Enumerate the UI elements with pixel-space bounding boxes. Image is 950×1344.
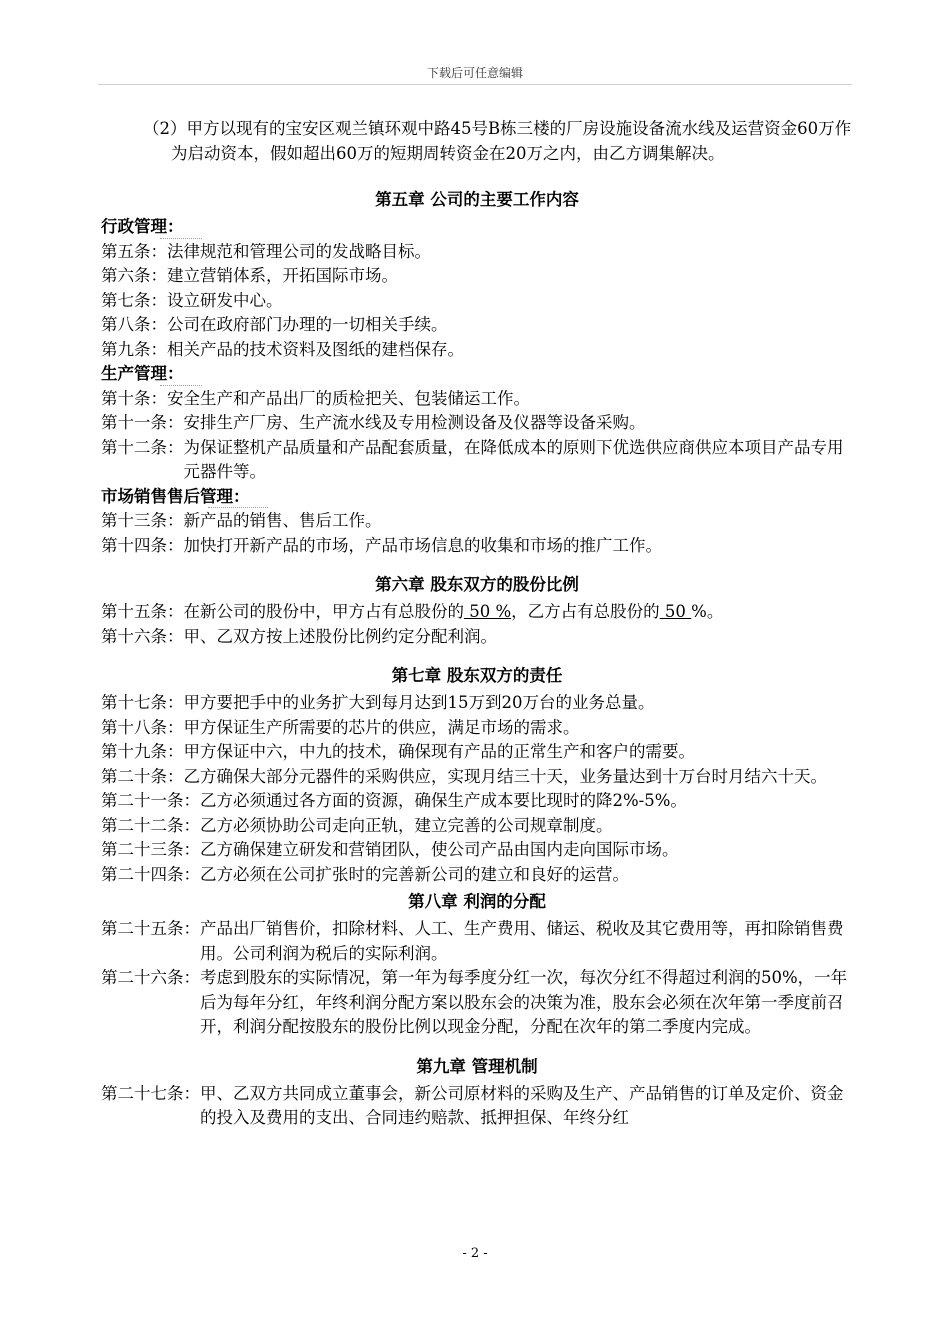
share-party-b-value: 50: [659, 602, 692, 621]
article-9: [101, 338, 853, 363]
article-number: 第十五条：: [101, 602, 184, 621]
article-text: 乙方必须在公司扩张时的完善新公司的建立和良好的运营。: [200, 864, 629, 884]
article-number: 第二十四条：: [101, 864, 200, 884]
section-admin-heading: 行政管理：: [101, 215, 184, 240]
article-13: [101, 509, 853, 534]
article-text: 设立研发中心。: [167, 290, 283, 310]
article-number: 第二十六条：: [101, 968, 200, 987]
article-text: 乙方必须通过各方面的资源，确保生产成本要比现时的降2%-5%。: [200, 791, 687, 810]
section-production-heading: 生产管理：: [101, 362, 184, 387]
article-number: 第二十五条：: [101, 919, 200, 938]
chapter-7-title: 第七章 股东双方的责任: [391, 666, 563, 685]
chapter-9-title: 第九章 管理机制: [416, 1056, 538, 1076]
article-number: 第十一条：: [101, 413, 184, 432]
article-number: 第十八条：: [101, 717, 184, 737]
article-number: 第十四条：: [101, 535, 184, 555]
article-11: [101, 411, 853, 436]
article-text: 法律规范和管理公司的发战略目标。: [167, 241, 431, 261]
header-rule: [98, 84, 852, 85]
article-text: 安全生产和产品出厂的质检把关、包装储运工作。: [167, 388, 530, 408]
page-header: 下载后可任意编辑: [426, 66, 523, 80]
article-text: 甲方保证生产所需要的芯片的供应，满足市场的需求。: [183, 717, 580, 737]
article-number: 第十三条：: [101, 511, 184, 530]
article-20: [101, 765, 853, 790]
article-text: 甲、乙双方按上述股份比例约定分配利润。: [183, 626, 497, 646]
article-text: 新产品的销售、售后工作。: [183, 511, 382, 530]
article-text: 为保证整机产品质量和产品配套质量，在降低成本的原则下优选供应商供应本项目产品专用元器件等。: [183, 437, 844, 481]
article-text-part: ，乙方占有总股份的: [511, 602, 660, 621]
article-17: [101, 691, 853, 716]
article-27: [101, 1082, 853, 1131]
article-6: [101, 264, 853, 289]
article-text: 甲方保证中六，中九的技术，确保现有产品的正常生产和客户的需要。: [183, 742, 695, 761]
article-text: 公司在政府部门办理的一切相关手续。: [167, 315, 448, 334]
article-text-part: 在新公司的股份中，甲方占有总股份的: [183, 602, 464, 621]
article-text: 甲方要把手中的业务扩大到每月达到15万到20万台的业务总量。: [183, 693, 655, 712]
article-number: 第二十三条：: [101, 840, 200, 859]
article-text: 乙方确保建立研发和营销团队，使公司产品由国内走向国际市场。: [200, 840, 679, 859]
page-number: - 2 -: [462, 1246, 488, 1261]
chapter-8-title: 第八章 利润的分配: [408, 892, 546, 911]
article-23: [101, 838, 853, 863]
article-14: [101, 534, 853, 559]
article-text: 考虑到股东的实际情况，第一年为每季度分红一次，每次分红不得超过利润的50%，一年后为每年分红，年终利润分配方案以股东会的决策为准，股东会必须在次年第一季度前召开，利润分配按股东的股份比例以现金分配，分配在次年的第二季度内完成。: [200, 968, 848, 1036]
article-26: [101, 966, 853, 1040]
article-number: 第十六条：: [101, 626, 184, 646]
article-22: [101, 814, 853, 839]
article-text: 乙方必须协助公司走向正轨，建立完善的公司规章制度。: [200, 815, 613, 835]
article-number: 第十七条：: [101, 693, 184, 712]
article-15: [101, 600, 853, 625]
article-text: 安排生产厂房、生产流水线及专用检测设备及仪器等设备采购。: [183, 413, 646, 432]
intro-paragraph: （2）甲方以现有的宝安区观兰镇环观中路45号B栋三楼的厂房设施设备流水线及运营资金60万作为启动资本，假如超出60万的短期周转资金在20万之内，由乙方调集解决。: [143, 119, 852, 163]
article-7: [101, 289, 853, 314]
document-body: [101, 117, 853, 1131]
article-text: 产品出厂销售价，扣除材料、人工、生产费用、储运、税收及其它费用等，再扣除销售费用。公司利润为税后的实际利润。: [200, 919, 844, 963]
article-number: 第二十一条：: [101, 791, 200, 810]
article-21: [101, 789, 853, 814]
share-party-a-value: 50 %: [464, 602, 512, 621]
article-number: 第七条：: [101, 290, 167, 310]
article-18: [101, 716, 853, 741]
article-16: [101, 625, 853, 650]
article-text: 甲、乙双方共同成立董事会，新公司原材料的采购及生产、产品销售的订单及定价、资金的投入及费用的支出、合同违约赔款、抵押担保、年终分红: [200, 1083, 844, 1127]
article-number: 第二十条：: [101, 766, 184, 786]
article-number: 第十条：: [101, 388, 167, 408]
article-text: 乙方确保大部分元器件的采购供应，实现月结三十天，业务量达到十万台时月结六十天。: [183, 766, 827, 786]
article-text-part: %。: [691, 602, 724, 621]
article-25: [101, 917, 853, 966]
article-number: 第二十七条：: [101, 1083, 200, 1103]
article-text: [184, 600, 854, 625]
article-number: 第九条：: [101, 339, 167, 359]
article-text: 加快打开新产品的市场，产品市场信息的收集和市场的推广工作。: [183, 535, 662, 555]
article-24: [101, 863, 853, 888]
article-10: [101, 387, 853, 412]
chapter-5-title: 第五章 公司的主要工作内容: [375, 190, 579, 209]
article-number: 第八条：: [101, 315, 167, 334]
article-5: [101, 240, 853, 265]
article-number: 第二十二条：: [101, 815, 200, 835]
article-text: 建立营销体系，开拓国际市场。: [167, 266, 398, 285]
chapter-6-title: 第六章 股东双方的股份比例: [375, 575, 579, 594]
article-number: 第十二条：: [101, 437, 184, 457]
article-number: 第五条：: [101, 241, 167, 261]
article-8: [101, 313, 853, 338]
article-text: 相关产品的技术资料及图纸的建档保存。: [167, 339, 464, 359]
article-number: 第十九条：: [101, 742, 184, 761]
section-sales-heading: 市场销售售后管理：: [101, 485, 250, 510]
article-number: 第六条：: [101, 266, 167, 285]
article-12: [101, 436, 853, 485]
article-19: [101, 740, 853, 765]
